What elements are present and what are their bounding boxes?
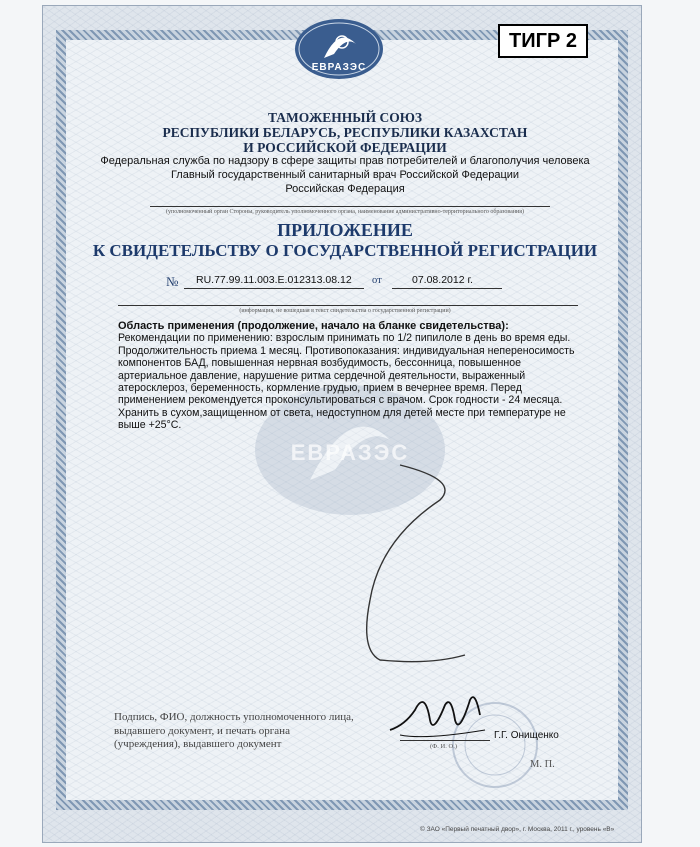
printer-footer: © ЗАО «Первый печатный двор», г. Москва, 2011 г., уровень «В»	[420, 826, 615, 833]
date-underline	[392, 288, 502, 289]
union-line: РЕСПУБЛИКИ БЕЛАРУСЬ, РЕСПУБЛИКИ КАЗАХСТАН	[162, 125, 528, 140]
registration-date: 07.08.2012 г.	[412, 274, 473, 286]
authority-line: Федеральная служба по надзору в сфере защиты прав потребителей и благополучия человека	[100, 155, 590, 167]
signatory-name: Г.Г. Онищенко	[494, 730, 559, 741]
document-subtitle: К СВИДЕТЕЛЬСТВУ О ГОСУДАРСТВЕННОЙ РЕГИСТРАЦИИ	[92, 241, 598, 260]
union-line: ТАМОЖЕННЫЙ СОЮЗ	[267, 110, 423, 125]
authority-line: Главный государственный санитарный врач Российской Федерации	[170, 169, 520, 181]
fio-caption: (Ф. И. О.)	[430, 743, 457, 750]
authority-block	[70, 154, 620, 196]
content-block	[118, 320, 578, 432]
registration-number: RU.77.99.11.003.Е.012313.08.12	[196, 274, 352, 286]
number-label: №	[166, 274, 179, 289]
date-label: от	[372, 275, 382, 286]
divider	[118, 305, 578, 306]
union-line: И РОССИЙСКОЙ ФЕДЕРАЦИИ	[243, 140, 447, 155]
union-heading	[70, 110, 620, 155]
signature-underline	[400, 740, 490, 741]
signature-note: Подпись, ФИО, должность уполномоченного лица, выдавшего документ, и печать органа (учреждения), выдавшего документ	[114, 711, 354, 750]
registration-caption: (информация, не вошедшая в текст свидетельства о государственной регистрации)	[239, 308, 451, 314]
divider	[150, 206, 550, 207]
number-underline	[184, 288, 364, 289]
authority-line: Российская Федерация	[285, 183, 405, 195]
content-paragraph: Рекомендации по применению: взрослым принимать по 1/2 пипилоле в день во время еды. Продолжительность приема 1 месяц. Противопоказания: индивидуальная непереносимость компонентов БАД, повышенная нервная возбудимость, бессонница, повышенное артериальное давление, нарушение ритма сердечной деятельности, выраженный атеросклероз, беременность, кормление грудью, прием в вечернее время. Перед применением рекомендуется проконсультироваться с врачом. Срок годности - 24 месяца. Хранить в сухом,защищенном от света, недоступном для детей месте при температуре не выше +25°С.	[118, 332, 575, 432]
handwritten-signature	[385, 680, 495, 745]
authority-caption: (уполномоченный орган Стороны, руководитель уполномоченного органа, наименование административно-территориального образования)	[166, 209, 524, 215]
product-badge: ТИГР 2	[498, 24, 588, 58]
content-heading: Область применения (продолжение, начало на бланке свидетельства):	[118, 320, 509, 332]
watermark-text: ЕВРАЗЭС	[290, 440, 410, 465]
logo-text: ЕВРАЗЭС	[311, 62, 367, 73]
seal-place: М. П.	[530, 759, 555, 770]
cancellation-stroke	[340, 460, 480, 690]
document-title: ПРИЛОЖЕНИЕ	[277, 220, 413, 240]
